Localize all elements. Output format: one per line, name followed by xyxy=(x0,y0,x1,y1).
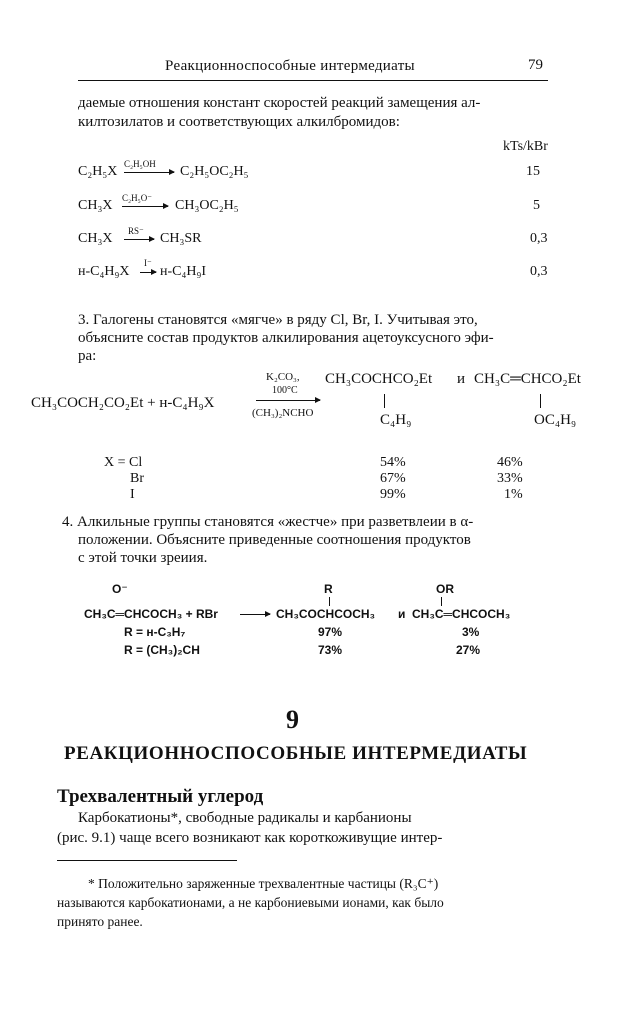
q3-condition-1: K₂CO₃, xyxy=(266,371,300,383)
ratio-header: kTs/kBr xyxy=(503,139,548,154)
running-header: Реакционноспособные интермедиаты xyxy=(165,58,415,74)
q4-anion-o: O⁻ xyxy=(112,582,128,596)
reaction-3-product: CH₃SR xyxy=(160,231,202,246)
q3-row-3-o: 1% xyxy=(504,487,523,502)
reaction-3-left: CH₃X xyxy=(78,231,113,246)
chapter-number: 9 xyxy=(286,705,299,734)
reaction-3-reagent: RS⁻ xyxy=(128,226,144,236)
q3-condition-2: 100°C xyxy=(272,385,298,396)
section-line-1: Карбокатионы*, свободные радикалы и карбанионы xyxy=(78,810,412,826)
q4-top-r: R xyxy=(324,582,333,596)
q3-product-c: CH₃COCHCO₂Et xyxy=(325,371,433,387)
footnote-rule xyxy=(57,860,237,861)
q4-product-c: CH₃COCHCOCH₃ xyxy=(276,607,376,621)
reaction-2-left: CH₃X xyxy=(78,198,113,213)
reaction-3-arrow xyxy=(124,239,154,240)
q3-row-3-c: 99% xyxy=(380,487,406,502)
reaction-4-product: н-C₄H₉I xyxy=(160,264,207,279)
q3-row-2-c: 67% xyxy=(380,471,406,486)
q3-and: и xyxy=(457,371,466,387)
reaction-2-reagent: C₂H₅O⁻ xyxy=(122,193,153,203)
q3-row-2-x: Br xyxy=(130,471,144,486)
reaction-1-arrow xyxy=(124,172,174,173)
q4-line-2: положении. Объясните приведенные соотношения продуктов xyxy=(78,532,471,548)
q3-bond-o xyxy=(540,394,541,408)
footnote-line-3: принято ранее. xyxy=(57,914,143,929)
q4-row-2-r: R = (CH₃)₂CH xyxy=(124,643,200,657)
reaction-1-ratio: 15 xyxy=(526,164,540,179)
intro-line-1: даемые отношения констант скоростей реакций замещения ал- xyxy=(78,95,481,111)
section-title: Трехвалентный углерод xyxy=(57,786,264,807)
footnote-line-1: * Положительно заряженные трехвалентные частицы (R₃C⁺) xyxy=(88,876,439,891)
q4-line-3: с этой точки зреиия. xyxy=(78,550,208,566)
q3-row-1-c: 54% xyxy=(380,455,406,470)
q3-line-2: объясните состав продуктов алкилирования ацетоуксусного эфи- xyxy=(78,330,494,346)
section-line-2: (рис. 9.1) чаще всего возникают как короткоживущие интер- xyxy=(57,830,443,846)
reaction-4-left: н-C₄H₉X xyxy=(78,264,130,279)
q3-line-1: 3. Галогены становятся «мягче» в ряду Cl, Br, I. Учитывая это, xyxy=(78,312,478,328)
q4-top-or: OR xyxy=(436,582,454,596)
q4-row-2-o: 27% xyxy=(456,643,481,657)
reaction-4-arrow xyxy=(140,272,156,273)
reaction-1-product: C₂H₅OC₂H₅ xyxy=(180,164,249,179)
reaction-4-ratio: 0,3 xyxy=(530,264,548,279)
q4-row-1-c: 97% xyxy=(318,625,343,639)
reaction-1-left: C₂H₅X xyxy=(78,164,118,179)
reaction-4-reagent: I⁻ xyxy=(144,258,152,268)
reaction-2-arrow xyxy=(122,206,168,207)
reaction-2-product: CH₃OC₂H₅ xyxy=(175,198,239,213)
q4-line-1: 4. Алкильные группы становятся «жестче» при разветвлеии в α- xyxy=(62,514,474,530)
q4-bond-or xyxy=(441,597,442,606)
q3-line-3: ра: xyxy=(78,348,97,364)
q4-bond-r xyxy=(329,597,330,606)
q3-row-1-o: 46% xyxy=(497,455,523,470)
reaction-3-ratio: 0,3 xyxy=(530,231,548,246)
q4-row-1-o: 3% xyxy=(462,625,480,639)
q3-bond-c xyxy=(384,394,385,408)
q3-sub-c: C₄H₉ xyxy=(380,412,412,428)
q4-row-2-c: 73% xyxy=(318,643,343,657)
chapter-title: РЕАКЦИОННОСПОСОБНЫЕ ИНТЕРМЕДИАТЫ xyxy=(64,743,528,764)
reaction-1-reagent: C₂H₅OH xyxy=(124,159,156,169)
q3-row-3-x: I xyxy=(130,487,135,502)
footnote-line-2: называются карбокатионами, а не карбониевыми ионами, как было xyxy=(57,895,444,910)
q3-reactant: CH₃COCH₂CO₂Et + н-C₄H₉X xyxy=(31,395,215,411)
q3-product-o: CH₃C═CHCO₂Et xyxy=(474,371,581,387)
q4-arrow xyxy=(240,614,270,615)
q3-arrow xyxy=(256,400,320,401)
q3-row-2-o: 33% xyxy=(497,471,523,486)
q4-row-1-r: R = н-C₃H₇ xyxy=(124,625,186,639)
reaction-2-ratio: 5 xyxy=(533,198,540,213)
intro-line-2: килтозилатов и соответствующих алкилбромидов: xyxy=(78,114,400,130)
q4-and: и xyxy=(398,607,406,621)
q3-row-1-x: X = Cl xyxy=(104,455,143,470)
q4-reactant: CH₃C═CHCOCH₃ + RBr xyxy=(84,607,218,621)
header-rule xyxy=(78,80,548,81)
q3-condition-3: (CH₃)₂NCHO xyxy=(252,407,314,419)
q3-sub-o: OC₄H₉ xyxy=(534,412,577,428)
page-number: 79 xyxy=(528,57,543,73)
q4-product-o: CH₃C═CHCOCH₃ xyxy=(412,607,511,621)
